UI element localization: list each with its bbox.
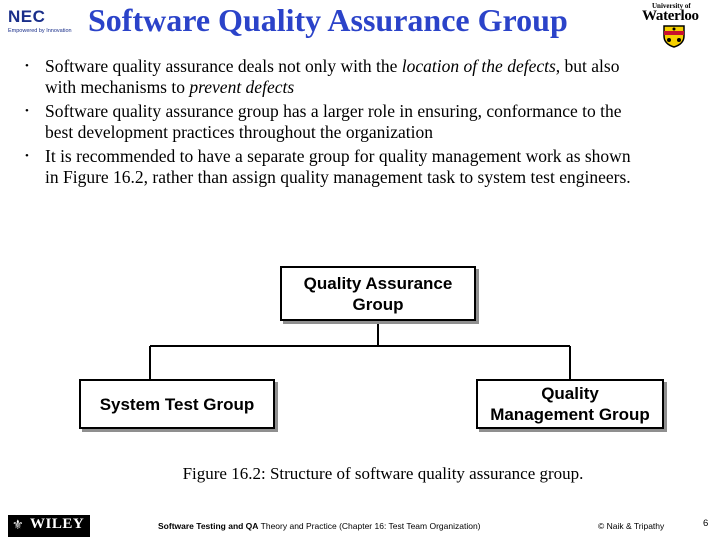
uw-logo-line2: Waterloo: [642, 8, 699, 24]
bullet-dot-icon: •: [25, 60, 29, 72]
slide-title: Software Quality Assurance Group: [88, 2, 568, 38]
footer-course-title: Software Testing and QA Theory and Practice (Chapter 16: Test Team Organization): [158, 521, 481, 531]
bullet-list: [22, 56, 718, 191]
footer-copyright: © Naik & Tripathy: [598, 521, 665, 531]
uw-logo-line1: University of: [652, 2, 691, 10]
figure-caption: Figure 16.2: Structure of software quality assurance group.: [182, 464, 584, 483]
wiley-emblem-icon: ⚜: [12, 517, 24, 532]
quality-management-group-box: Quality Management Group: [476, 379, 664, 429]
nec-logo-tagline: Empowered by Innovation: [8, 28, 72, 34]
bullet-dot-icon: •: [25, 105, 29, 117]
nec-logo-word: NEC: [8, 7, 46, 26]
bullet-item: • Software quality assurance deals not only with the location of the defects, but also with mechanisms to prevent defects: [25, 56, 620, 97]
bullet-item: • Software quality assurance group has a larger role in ensuring, conformance to the best development practices throughout the organization: [25, 101, 622, 142]
crest-shield-icon: [662, 24, 686, 48]
bullet-item: • It is recommended to have a separate group for quality management work as shown in Figure 16.2, rather than assign quality management task to system test engineers.: [25, 146, 631, 187]
quality-assurance-group-box: Quality Assurance Group: [280, 266, 476, 321]
system-test-group-box: System Test Group: [79, 379, 275, 429]
wiley-logo: [8, 515, 90, 537]
page-number: 6: [703, 518, 709, 529]
nec-logo: [8, 8, 84, 40]
bullet-dot-icon: •: [25, 150, 29, 162]
university-of-waterloo-logo: [640, 2, 718, 50]
wiley-logo-word: WILEY: [30, 516, 85, 532]
